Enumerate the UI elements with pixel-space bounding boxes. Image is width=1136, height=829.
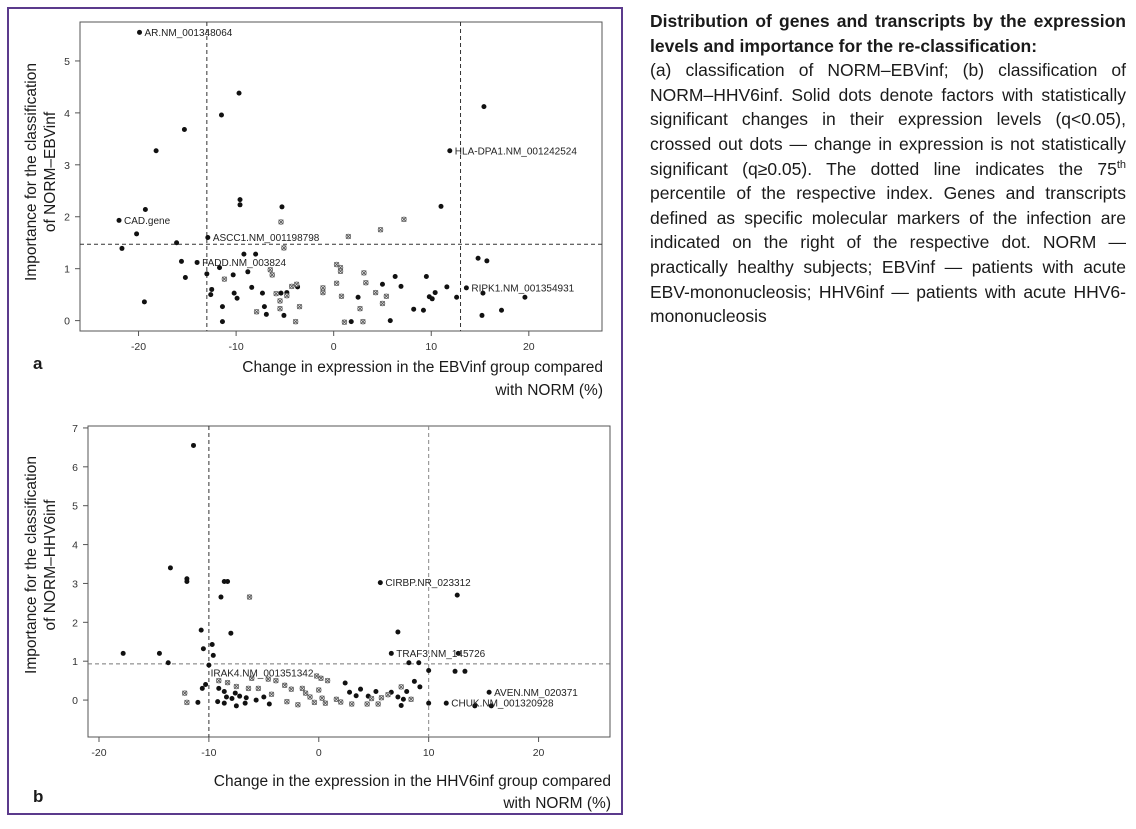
point-solid-b [412,679,417,684]
point-solid-b [237,694,242,699]
point-crossed-b [379,695,384,700]
point-solid-b [426,668,431,673]
point-crossed-b [289,687,294,692]
data-points-a [117,27,528,325]
point-solid-b [224,694,229,699]
point-solid-b [406,660,411,665]
caption-body-part1: (a) classification of NORM–EBVinf; (b) classification of NORM–HHV6inf. Solid dots denote factors with statistically significant changes in their expression levels (q<0.05), crossed out dots — change in expression is not statistically significant (q≥0.05). The dotted line indicates the 75 [650,60,1126,179]
point-solid-b [222,701,227,706]
point-solid-b [191,443,196,448]
y-tick-label-a: 1 [64,263,70,276]
point-crossed-a [338,269,343,274]
point-crossed-a [334,281,339,286]
point-solid-a [476,256,481,261]
point-label-a: CAD.gene [124,215,171,227]
point-solid-b [215,699,220,704]
point-solid-b [404,689,409,694]
point-solid-a [232,291,237,296]
y-axis-a [64,56,80,328]
point-solid-b [347,690,352,695]
point-label-a: AR.NM_001348064 [144,27,233,39]
point-solid-a [439,204,444,209]
point-crossed-a [270,273,275,278]
x-tick-label-a: 0 [330,341,337,353]
point-label-b: CIRBP.NR_023312 [385,578,471,590]
point-crossed-a [380,301,385,306]
point-solid-a [264,312,269,317]
x-tick-label-b: -10 [201,747,217,759]
panel-label-a: a [33,354,43,373]
point-solid-a [479,313,484,318]
point-solid-a [182,127,187,132]
point-solid-a [154,148,159,153]
point-crossed-b [282,683,287,688]
x-axis-label-a-line2: with NORM (%) [495,382,603,399]
point-crossed-a [362,271,367,276]
point-solid-a [262,304,267,309]
point-crossed-b [314,674,319,679]
x-axis-label-a-line1: Change in expression in the EBVinf group compared [242,359,603,376]
point-solid-b [218,595,223,600]
y-tick-label-b: 0 [72,695,78,708]
point-solid-a [204,271,209,276]
point-solid-a [253,252,258,257]
point-solid-b [395,630,400,635]
point-solid-a [388,318,393,323]
point-label-b: CHUK.NM_001320928 [451,698,554,710]
point-crossed-b [376,702,381,707]
x-tick-label-a: 20 [522,341,535,353]
y-tick-label-a: 0 [64,315,70,328]
point-crossed-b [323,701,328,706]
point-solid-b [373,689,378,694]
point-crossed-a [358,306,363,311]
point-solid-a [499,308,504,313]
point-label-b: TRAF3.NM_145726 [396,648,486,660]
x-tick-label-a: 10 [425,341,438,353]
point-solid-b [216,686,221,691]
point-labels-b [211,578,579,710]
point-crossed-b [319,676,324,681]
point-crossed-b [234,684,239,689]
x-axis-a [131,331,535,353]
point-solid-b [201,646,206,651]
point-crossed-a [364,280,369,285]
point-solid-a [411,307,416,312]
point-solid-a [484,258,489,263]
point-crossed-b [399,685,404,690]
point-solid-b [229,696,234,701]
point-solid-b [200,686,205,691]
point-solid-a [208,292,213,297]
y-tick-label-a: 4 [64,107,70,120]
point-solid-b [444,701,449,706]
point-solid-b [354,693,359,698]
point-solid-b [455,593,460,598]
panel-label-b: b [33,787,44,806]
point-crossed-a [402,217,407,222]
point-label-a: ASCC1.NM_001198798 [212,233,320,245]
caption-superscript: th [1116,158,1126,171]
point-solid-a [430,296,435,301]
point-crossed-a [282,246,287,251]
point-crossed-a [294,282,299,287]
point-solid-b [195,700,200,705]
point-solid-a [174,240,179,245]
point-solid-a [424,274,429,279]
point-solid-b [487,690,492,695]
point-crossed-b [409,697,414,702]
point-crossed-b [269,692,274,697]
caption-title: Distribution of genes and transcripts by the expression levels and importance for the re-classification: [650,11,1126,56]
point-label-b: AVEN.NM_020371 [494,687,578,699]
point-crossed-b [247,595,252,600]
point-crossed-a [274,291,279,296]
point-solid-b [254,698,259,703]
point-solid-b [228,631,233,636]
point-solid-b [426,701,431,706]
point-crossed-b [334,697,339,702]
point-solid-a [237,91,242,96]
point-solid-a [356,295,361,300]
point-crossed-b [308,695,313,700]
point-solid-a [279,204,284,209]
point-crossed-a [321,286,326,291]
point-solid-b [389,651,394,656]
y-tick-label-a: 5 [64,55,70,68]
point-crossed-a [321,290,326,295]
point-solid-b [199,628,204,633]
y-tick-label-b: 7 [72,422,78,435]
figure-caption [650,9,1126,329]
point-crossed-b [338,700,343,705]
point-solid-b [211,653,216,658]
point-solid-a [238,202,243,207]
point-solid-a [137,30,142,35]
point-solid-a [220,319,225,324]
point-crossed-a [289,284,294,289]
point-solid-a [278,291,283,296]
y-tick-label-a: 3 [64,159,70,172]
point-solid-a [183,275,188,280]
y-axis-b [72,423,88,707]
point-crossed-b [316,688,321,693]
point-solid-a [380,282,385,287]
point-crossed-b [312,700,317,705]
point-solid-a [522,295,527,300]
point-crossed-a [339,294,344,299]
point-labels-a [124,28,577,295]
point-solid-b [222,689,227,694]
point-solid-a [245,269,250,274]
point-solid-b [358,687,363,692]
point-label-b: IRAK4.NM_001351342 [210,668,314,680]
point-crossed-b [246,686,251,691]
point-label-a: FADD.NM_003824 [202,257,287,269]
y-tick-label-b: 2 [72,617,78,630]
point-solid-b [453,669,458,674]
point-crossed-a [384,294,389,299]
point-solid-a [421,308,426,313]
point-solid-a [231,272,236,277]
point-solid-b [157,651,162,656]
point-crossed-b [182,691,187,696]
y-tick-label-b: 1 [72,656,78,669]
point-crossed-a [278,306,283,311]
x-tick-label-b: 10 [422,747,435,759]
point-solid-a [464,285,469,290]
y-tick-label-a: 2 [64,211,70,224]
point-crossed-b [386,692,391,697]
point-crossed-b [303,691,308,696]
point-solid-b [184,579,189,584]
point-solid-b [234,703,239,708]
point-solid-a [260,291,265,296]
point-crossed-a [222,277,227,282]
point-crossed-a [293,319,298,324]
x-tick-label-a: -10 [228,341,244,353]
point-solid-b [343,680,348,685]
point-crossed-b [256,686,261,691]
point-solid-b [210,642,215,647]
x-axis-label-b-line2: with NORM (%) [503,795,611,812]
point-solid-a [238,197,243,202]
y-tick-label-b: 3 [72,578,78,591]
x-axis-label-b-line1: Change in the expression in the HHV6inf group compared [213,773,611,790]
point-solid-b [378,580,383,585]
point-crossed-b [369,696,374,701]
y-tick-label-b: 4 [72,539,78,552]
point-solid-a [134,231,139,236]
point-crossed-a [373,290,378,295]
caption-body-part2: percentile of the respective index. Genes and transcripts defined as specific molecular markers of the infection are indicated on the right of the respective dot. NORM — practically healthy subjects; EBVinf — patients with acute EBV-mononucleosis; HHV6inf — patients with acute HHV6-mononucleosis [650,183,1126,327]
point-solid-a [393,274,398,279]
point-crossed-b [300,686,305,691]
point-solid-a [205,235,210,240]
point-crossed-a [346,234,351,239]
point-solid-b [416,660,421,665]
caption-body [650,58,1126,329]
point-crossed-a [285,293,290,298]
point-solid-a [249,285,254,290]
point-solid-b [261,694,266,699]
point-crossed-a [342,320,347,325]
point-solid-a [241,252,246,257]
point-solid-b [417,684,422,689]
y-axis-label-a-line2: of NORM–EBVinf [42,111,59,233]
point-crossed-b [325,678,330,683]
point-crossed-b [285,699,290,704]
point-solid-a [454,295,459,300]
point-solid-a [349,319,354,324]
point-solid-a [399,284,404,289]
y-axis-label-b-line1: Importance for the classification [23,456,40,674]
point-solid-a [219,112,224,117]
point-solid-a [143,207,148,212]
chart-panel-b [23,423,611,812]
point-solid-a [444,284,449,289]
point-solid-a [220,304,225,309]
point-solid-b [121,651,126,656]
point-solid-a [447,148,452,153]
point-solid-b [168,565,173,570]
point-crossed-a [278,299,283,304]
point-crossed-b [365,702,370,707]
y-tick-label-b: 5 [72,500,78,513]
point-solid-b [222,579,227,584]
point-crossed-a [279,220,284,225]
point-crossed-b [320,696,325,701]
point-crossed-b [296,702,301,707]
point-solid-b [243,701,248,706]
point-label-a: HLA-DPA1.NM_001242524 [454,146,577,158]
point-solid-a [179,259,184,264]
y-axis-label-a-line1: Importance for the classification [23,63,40,281]
point-solid-a [117,218,122,223]
point-solid-b [244,695,249,700]
chart-panel-a [23,22,603,399]
point-solid-a [481,104,486,109]
x-tick-label-a: -20 [130,341,147,353]
point-crossed-a [361,319,366,324]
point-crossed-a [297,304,302,309]
point-solid-b [206,663,211,668]
point-solid-a [433,290,438,295]
point-crossed-a [378,227,383,232]
point-crossed-a [254,309,259,314]
point-solid-a [119,246,124,251]
point-solid-b [166,660,171,665]
y-axis-label-b-line2: of NORM–HHV6inf [42,499,59,631]
point-crossed-b [225,680,230,685]
y-tick-label-b: 6 [72,461,78,474]
point-solid-a [209,287,214,292]
point-solid-b [462,669,467,674]
point-solid-b [401,697,406,702]
point-crossed-b [185,700,190,705]
point-label-a: RIPK1.NM_001354931 [471,283,575,295]
point-crossed-b [349,702,354,707]
point-solid-b [233,691,238,696]
point-solid-a [235,296,240,301]
x-tick-label-b: 0 [315,747,322,759]
point-solid-b [399,703,404,708]
x-tick-label-b: -20 [91,747,107,759]
point-solid-b [203,682,208,687]
point-solid-b [395,694,400,699]
point-solid-b [267,701,272,706]
point-solid-a [281,313,286,318]
point-solid-a [142,299,147,304]
x-axis-b [91,737,544,759]
x-tick-label-b: 20 [532,747,545,759]
point-solid-a [195,260,200,265]
